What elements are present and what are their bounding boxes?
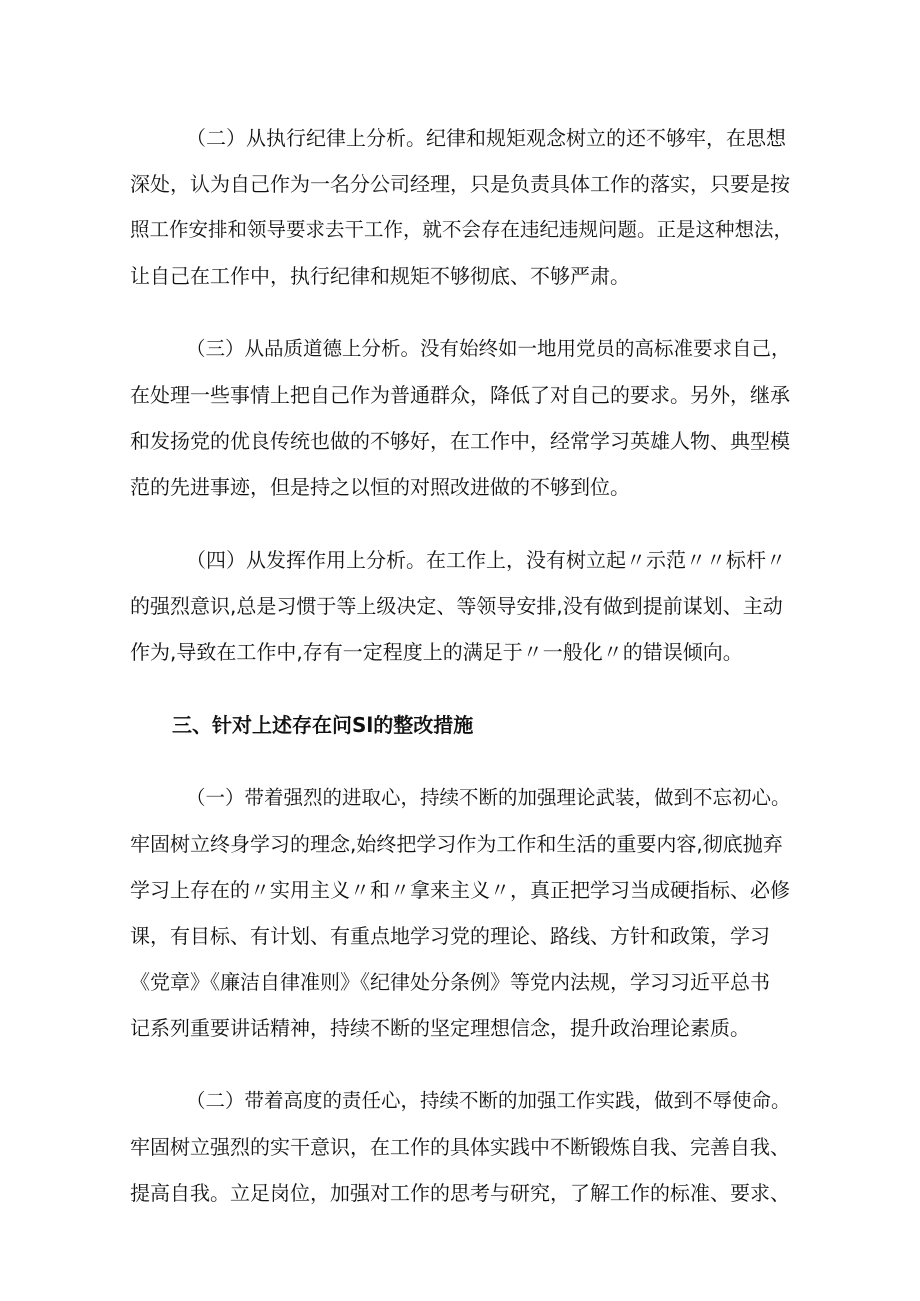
text-line: 提高自我。立足岗位，加强对工作的思考与研究，了解工作的标准、要求、 xyxy=(130,1181,790,1205)
paragraph-practice-measure xyxy=(130,1078,794,1216)
text-line: （一）带着强烈的进取心，持续不断的加强理论武装，做到不忘初心。 xyxy=(186,786,791,809)
paragraph-theory-measure xyxy=(130,775,794,1051)
text-line: 课，有目标、有计划、有重点地学习党的理论、路线、方针和政策，学习 xyxy=(130,924,770,948)
text-line: 深处，认为自己作为一名分公司经理，只是负责具体工作的落实，只要是按 xyxy=(130,172,790,196)
section-heading: 三、针对上述存在问Sl的整改措施 xyxy=(172,713,474,737)
text-line: 牢固树立终身学习的理念,始终把学习作为工作和生活的重要内容,彻底抛弃 xyxy=(130,832,783,856)
text-line: 在处理一些事情上把自己作为普通群众，降低了对自己的要求。另外，继承 xyxy=(130,383,790,407)
text-line: （四）从发挥作用上分析。在工作上，没有树立起〃示范〃〃标杆〃 xyxy=(186,548,786,572)
text-line: 和发扬党的优良传统也做的不够好，在工作中，经常学习英雄人物、典型模 xyxy=(130,429,790,453)
text-line: （二）带着高度的责任心，持续不断的加强工作实践，做到不辱使命。 xyxy=(186,1089,791,1112)
text-line: 作为,导致在工作中,存有一定程度上的满足于〃一般化〃的错误倾向。 xyxy=(130,640,743,664)
text-line: 学习上存在的〃实用主义〃和〃拿来主义〃，真正把学习当成硬指标、必修 xyxy=(130,878,790,902)
text-line: （三）从品质道德上分析。没有始终如一地用党员的高标准要求自己， xyxy=(186,337,791,360)
paragraph-role-analysis xyxy=(130,537,794,675)
text-line: （二）从执行纪律上分析。纪律和规矩观念树立的还不够牢，在思想 xyxy=(186,126,786,150)
text-line: 《党章》《廉洁自律准则》《纪律处分条例》等党内法规，学习习近平总书 xyxy=(130,970,770,994)
text-line: 照工作安排和领导要求去干工作，就不会存在违纪违规问题。正是这种想法， xyxy=(130,218,794,241)
paragraph-moral-analysis xyxy=(130,326,794,510)
text-line: 范的先进事迹，但是持之以恒的对照改进做的不够到位。 xyxy=(130,475,630,499)
text-line: 让自己在工作中，执行纪律和规矩不够彻底、不够严肃。 xyxy=(130,264,630,288)
text-line: 牢固树立强烈的实干意识，在工作的具体实践中不断锻炼自我、完善自我、 xyxy=(130,1135,790,1159)
text-line: 的强烈意识,总是习惯于等上级决定、等领导安排,没有做到提前谋划、主动 xyxy=(130,594,783,618)
text-line: 记系列重要讲话精神，持续不断的坚定理想信念，提升政治理论素质。 xyxy=(130,1016,750,1040)
document-body xyxy=(130,115,794,1243)
paragraph-discipline-analysis xyxy=(130,115,794,299)
